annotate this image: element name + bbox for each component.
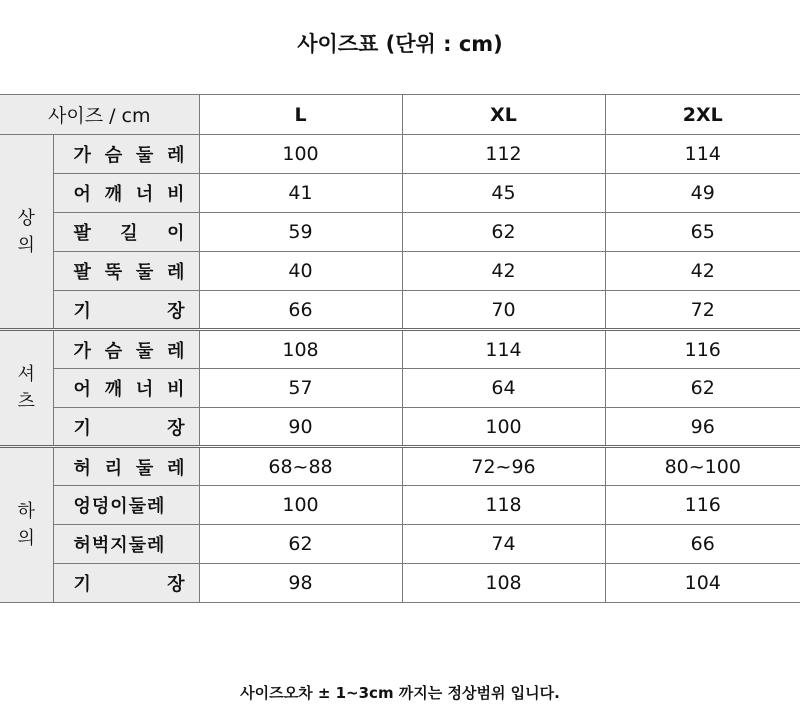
header-row	[0, 95, 800, 135]
measurement-label	[53, 525, 199, 564]
table-row	[0, 174, 800, 213]
measurement-label	[53, 486, 199, 525]
size-value-cell: 108	[199, 330, 402, 369]
size-value-cell: 49	[605, 174, 800, 213]
table-row	[0, 447, 800, 486]
size-value-cell: 62	[605, 369, 800, 408]
page-title: 사이즈표 (단위 : cm)	[297, 32, 503, 56]
measurement-label	[53, 447, 199, 486]
label-char: 길	[120, 223, 138, 244]
label-char: 둘	[135, 340, 154, 362]
table-body	[0, 135, 800, 603]
label-char: 엉덩이둘레	[73, 496, 166, 517]
size-value-cell: 62	[199, 525, 402, 564]
size-header-2xl: 2XL	[605, 95, 800, 135]
table-row	[0, 213, 800, 252]
table-row	[0, 369, 800, 408]
label-char: 레	[167, 145, 185, 166]
label-char: 깨	[104, 184, 123, 205]
label-char: 둘	[135, 457, 154, 479]
label-char: 어	[73, 379, 91, 400]
size-value-cell: 96	[605, 408, 800, 447]
size-value-cell: 40	[199, 252, 402, 291]
section-label-top: 상 의	[0, 135, 53, 330]
label-char: 어	[73, 184, 91, 205]
size-value-cell: 98	[199, 564, 402, 603]
size-chart-table	[0, 94, 800, 603]
table-row	[0, 486, 800, 525]
measurement-label	[53, 252, 199, 291]
label-char: 비	[167, 184, 185, 205]
size-value-cell: 68~88	[199, 447, 402, 486]
table-row	[0, 525, 800, 564]
size-value-cell: 100	[199, 486, 402, 525]
label-char: 너	[135, 184, 154, 205]
size-value-cell: 66	[199, 291, 402, 330]
size-value-cell: 118	[402, 486, 605, 525]
label-char: 깨	[104, 379, 123, 400]
measurement-label	[53, 369, 199, 408]
label-char: 허벅지둘레	[73, 535, 166, 556]
measurement-label	[53, 174, 199, 213]
measurement-label	[53, 135, 199, 174]
size-value-cell: 90	[199, 408, 402, 447]
label-char: 둘	[135, 262, 154, 283]
label-char: 기	[73, 300, 91, 322]
size-value-cell: 59	[199, 213, 402, 252]
size-value-cell: 72	[605, 291, 800, 330]
label-char: 레	[167, 457, 185, 479]
size-value-cell: 65	[605, 213, 800, 252]
label-char: 레	[167, 262, 185, 283]
label-char: 허	[73, 457, 91, 479]
label-char: 팔	[73, 223, 91, 244]
label-char: 너	[135, 379, 154, 400]
label-char: 장	[167, 417, 185, 439]
label-char: 뚝	[104, 262, 123, 283]
label-char: 슴	[104, 145, 123, 166]
size-value-cell: 42	[402, 252, 605, 291]
measurement-label	[53, 330, 199, 369]
size-value-cell: 41	[199, 174, 402, 213]
size-value-cell: 104	[605, 564, 800, 603]
size-value-cell: 100	[402, 408, 605, 447]
size-value-cell: 114	[402, 330, 605, 369]
label-char: 팔	[73, 262, 91, 283]
size-value-cell: 62	[402, 213, 605, 252]
table-row	[0, 330, 800, 369]
label-char: 이	[167, 223, 185, 244]
size-value-cell: 80~100	[605, 447, 800, 486]
label-char: 기	[73, 417, 91, 439]
measurement-label	[53, 291, 199, 330]
table-row	[0, 564, 800, 603]
label-char: 비	[167, 379, 185, 400]
size-value-cell: 108	[402, 564, 605, 603]
size-value-cell: 66	[605, 525, 800, 564]
size-value-cell: 116	[605, 486, 800, 525]
size-value-cell: 114	[605, 135, 800, 174]
table-row	[0, 252, 800, 291]
size-value-cell: 57	[199, 369, 402, 408]
label-char: 레	[167, 340, 185, 362]
size-value-cell: 64	[402, 369, 605, 408]
measurement-label	[53, 213, 199, 252]
size-tolerance-note: 사이즈오차 ± 1~3cm 까지는 정상범위 입니다.	[240, 684, 560, 702]
size-header-l: L	[199, 95, 402, 135]
label-char: 가	[73, 145, 91, 166]
table-row	[0, 408, 800, 447]
label-char: 기	[73, 574, 91, 595]
label-char: 둘	[135, 145, 154, 166]
corner-header: 사이즈 / cm	[0, 95, 199, 135]
label-char: 리	[104, 457, 123, 479]
section-label-bottom: 하 의	[0, 447, 53, 603]
table-row	[0, 135, 800, 174]
section-label-shirt: 셔 츠	[0, 330, 53, 447]
size-value-cell: 70	[402, 291, 605, 330]
label-char: 가	[73, 340, 91, 362]
size-value-cell: 45	[402, 174, 605, 213]
label-char: 장	[167, 574, 185, 595]
label-char: 장	[167, 300, 185, 322]
size-value-cell: 42	[605, 252, 800, 291]
size-value-cell: 72~96	[402, 447, 605, 486]
measurement-label	[53, 564, 199, 603]
size-header-xl: XL	[402, 95, 605, 135]
measurement-label	[53, 408, 199, 447]
table-row	[0, 291, 800, 330]
size-value-cell: 100	[199, 135, 402, 174]
size-value-cell: 74	[402, 525, 605, 564]
size-value-cell: 116	[605, 330, 800, 369]
size-value-cell: 112	[402, 135, 605, 174]
label-char: 슴	[104, 340, 123, 362]
